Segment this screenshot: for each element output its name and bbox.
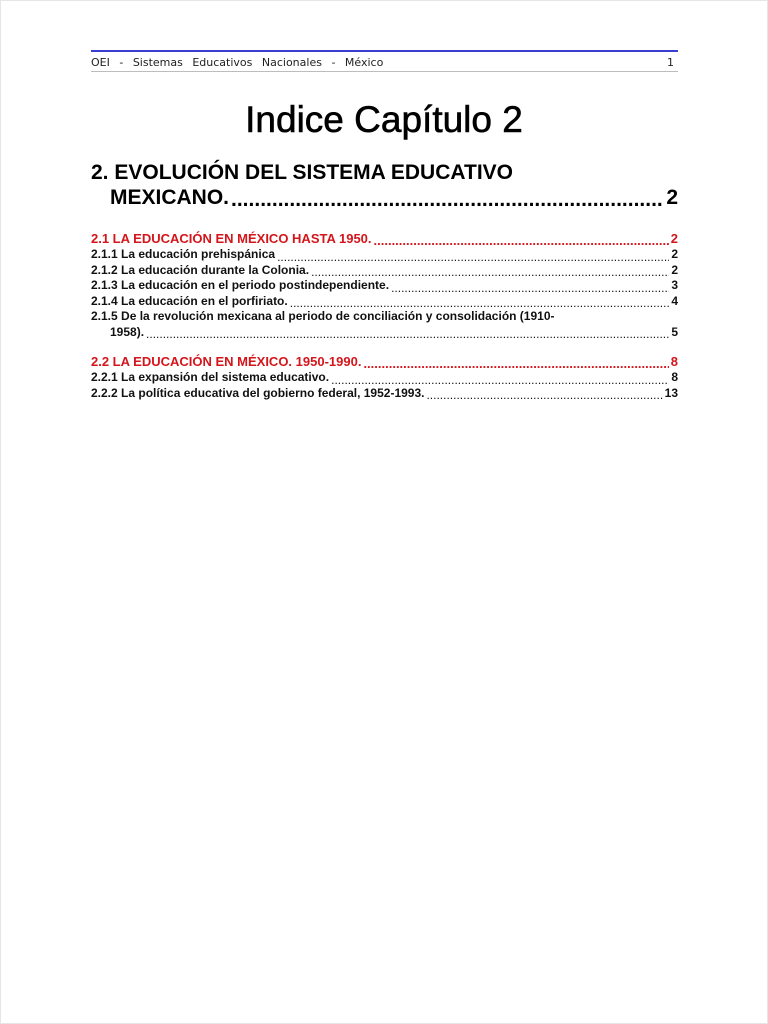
toc-item-2-1-1[interactable] — [91, 247, 678, 263]
dot-leader — [374, 234, 669, 247]
toc-item-page: 13 — [664, 385, 678, 400]
toc-item-label-line1: 2.1.5 De la revolución mexicana al periodo de conciliación y consolidación (1910- — [91, 309, 555, 323]
toc-item-label: 2.1.1 La educación prehispánica — [91, 247, 276, 261]
dot-leader — [426, 389, 662, 401]
toc-chapter-page: 2 — [666, 186, 678, 209]
dot-leader — [311, 266, 669, 278]
dot-leader — [290, 297, 670, 309]
toc-item-page: 3 — [671, 278, 678, 292]
toc-item-page: 8 — [671, 370, 678, 384]
toc-item-2-1-3[interactable] — [91, 278, 678, 294]
running-header — [91, 50, 678, 72]
toc-item-label: 2.1.4 La educación en el porfiriato. — [91, 293, 288, 308]
toc-item-2-1-2[interactable] — [91, 263, 678, 279]
toc-chapter-entry[interactable] — [91, 160, 678, 210]
toc-item-label: 2.1.3 La educación en el periodo postindependiente. — [91, 278, 390, 292]
dot-leader — [391, 282, 669, 294]
dot-leader — [146, 328, 669, 340]
toc-item-label: 2.2.1 La expansión del sistema educativo. — [91, 370, 330, 384]
toc-item-label: 2.2.2 La política educativa del gobierno federal, 1952-1993. — [91, 385, 425, 400]
toc-item-page: 5 — [671, 324, 678, 339]
toc-item-2-1-5[interactable] — [91, 309, 678, 340]
table-of-contents — [91, 160, 678, 401]
toc-section-2-2[interactable] — [91, 353, 678, 370]
toc-item-label: 2.1.2 La educación durante la Colonia. — [91, 262, 310, 277]
toc-section-2-1[interactable] — [91, 230, 678, 247]
toc-section-label: 2.2 LA EDUCACIÓN EN MÉXICO. 1950-1990. — [91, 354, 362, 369]
toc-item-2-1-4[interactable] — [91, 294, 678, 310]
toc-item-page: 2 — [671, 247, 678, 261]
toc-item-2-2-1[interactable] — [91, 370, 678, 386]
toc-item-2-2-2[interactable] — [91, 386, 678, 402]
toc-section-page: 2 — [670, 231, 678, 246]
toc-section-label: 2.1 LA EDUCACIÓN EN MÉXICO HASTA 1950. — [91, 231, 372, 246]
toc-chapter-line1: 2. EVOLUCIÓN DEL SISTEMA EDUCATIVO — [91, 161, 513, 184]
toc-item-page: 4 — [671, 293, 678, 308]
toc-section-page: 8 — [670, 354, 678, 369]
dot-leader — [231, 189, 664, 210]
dot-leader — [363, 357, 668, 370]
toc-chapter-line2: MEXICANO. — [110, 186, 230, 209]
dot-leader — [277, 251, 669, 263]
header-page-number: 1 — [667, 56, 674, 69]
dot-leader — [331, 374, 669, 386]
toc-item-page: 2 — [671, 262, 678, 277]
toc-item-label-line2: 1958). — [110, 324, 145, 339]
page-title: Indice Capítulo 2 — [245, 99, 523, 140]
header-text: OEI - Sistemas Educativos Nacionales - México — [91, 56, 384, 69]
